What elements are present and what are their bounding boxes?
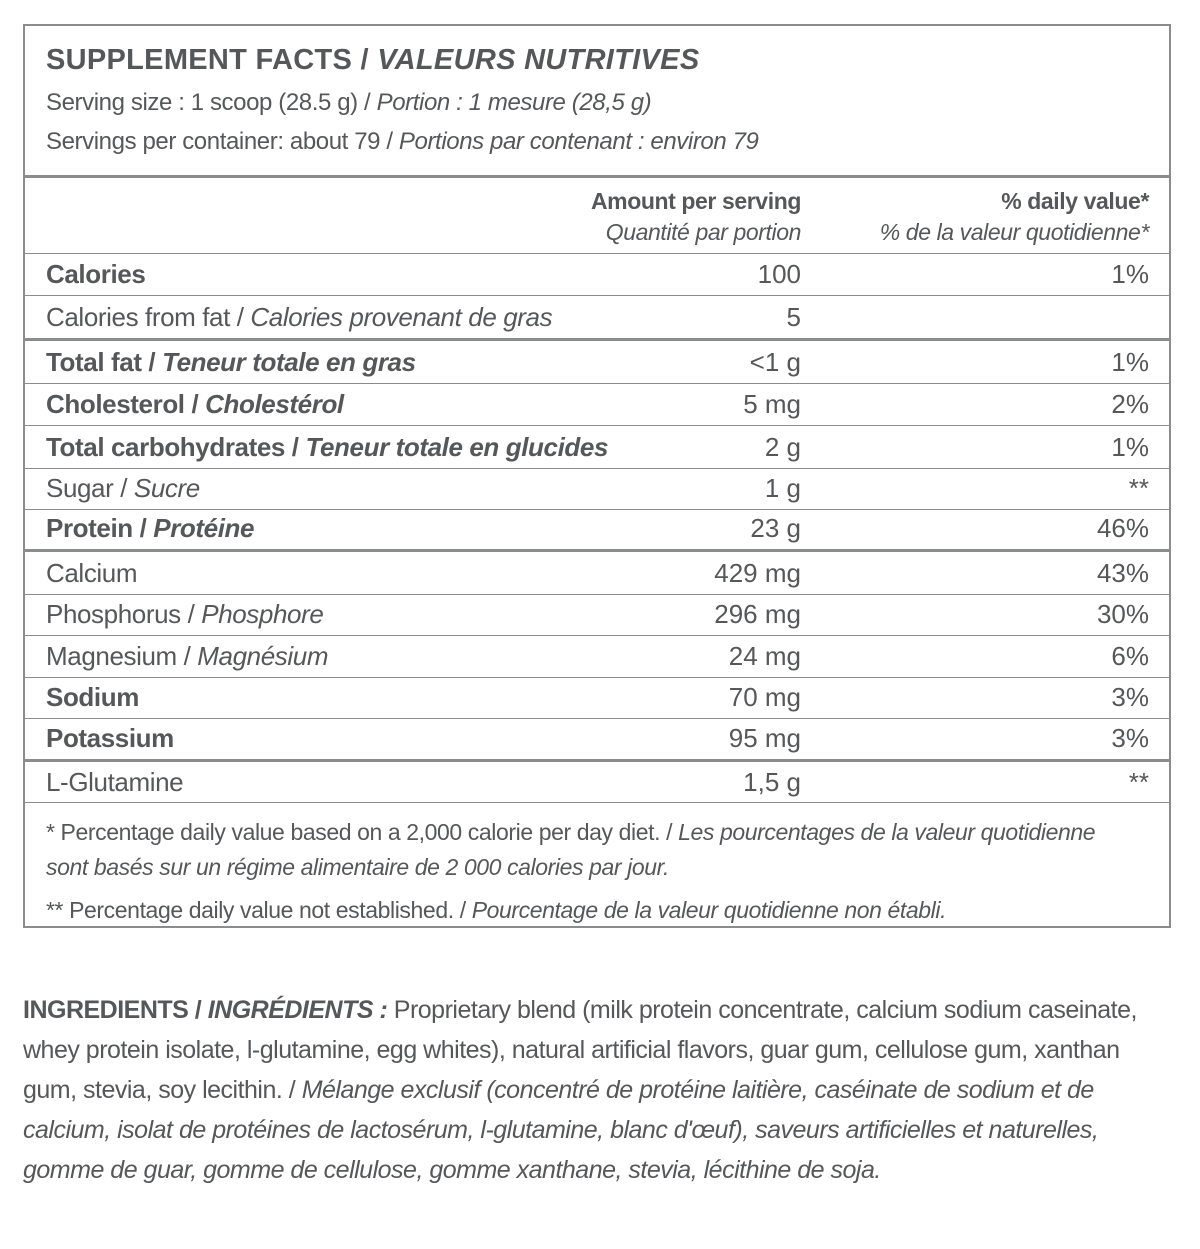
- nutrient-label: Magnesium / Magnésium: [46, 641, 329, 671]
- nutrient-amount: 5 mg: [743, 389, 801, 419]
- nutrient-label: Calories: [46, 259, 146, 289]
- nutrient-amount: 70 mg: [728, 682, 801, 712]
- column-headers: [25, 178, 1169, 254]
- nutrient-daily-value: 6%: [1111, 641, 1149, 671]
- nutrient-row-calories-from-fat: [25, 296, 1169, 341]
- nutrient-daily-value: 3%: [1111, 723, 1149, 753]
- nutrient-label: Potassium: [46, 723, 174, 753]
- nutrient-amount: 2 g: [764, 432, 801, 462]
- facts-title: SUPPLEMENT FACTS / VALEURS NUTRITIVES: [46, 44, 700, 76]
- nutrient-amount: 24 mg: [728, 641, 801, 671]
- nutrient-amount: 1 g: [764, 473, 801, 503]
- nutrient-label: Sugar / Sucre: [46, 473, 200, 503]
- nutrient-row-l-glutamine: [25, 762, 1169, 803]
- nutrient-daily-value: 3%: [1111, 682, 1149, 712]
- nutrient-row-sodium: [25, 678, 1169, 719]
- nutrient-amount: 23 g: [750, 513, 801, 543]
- nutrient-daily-value: 1%: [1111, 259, 1149, 289]
- nutrient-label: Calories from fat / Calories provenant de gras: [46, 302, 553, 332]
- nutrient-row-total-fat: [25, 341, 1169, 384]
- nutrient-daily-value: **: [1128, 767, 1149, 797]
- footnotes: [25, 802, 1169, 928]
- nutrient-row-potassium: [25, 719, 1169, 762]
- nutrient-row-cholesterol: [25, 384, 1169, 426]
- ingredients-text-fr: Mélange exclusif (concentré de protéine laitière, caséinate de sodium et de calcium, isolat de protéines de lactosérum, l-glutamine, blanc d'œuf), saveurs artificielles et naturelles, gomme de guar, gomme de cellulose, gomme xanthane, stevia, lécithine de soja.: [23, 1076, 1099, 1184]
- daily-value-header: % daily value* % de la valeur quotidienne*: [879, 188, 1149, 245]
- nutrient-amount: 296 mg: [714, 599, 801, 629]
- nutrient-row-calcium: [25, 552, 1169, 595]
- footnote-not-established: ** Percentage daily value not established. / Pourcentage de la valeur quotidienne non établi.: [46, 897, 947, 923]
- nutrient-amount: 100: [757, 259, 801, 289]
- ingredients-label: INGREDIENTS /: [23, 996, 202, 1024]
- nutrient-daily-value: 2%: [1111, 389, 1149, 419]
- supplement-facts-panel: [23, 24, 1171, 928]
- nutrient-rows: [25, 254, 1169, 803]
- ingredients-label-fr: INGRÉDIENTS :: [207, 996, 388, 1024]
- facts-header: [25, 26, 1169, 178]
- nutrient-row-magnesium: [25, 636, 1169, 678]
- nutrient-daily-value: **: [1128, 473, 1149, 503]
- nutrient-daily-value: 30%: [1096, 599, 1149, 629]
- ingredients-text-en: Proprietary blend (milk protein concentrate, calcium sodium caseinate, whey protein isolate, l-glutamine, egg whites), natural artificial flavors, guar gum, cellulose gum, xanthan gum, stevia, soy lecithin. /: [23, 996, 1137, 1104]
- footnote-daily-value: * Percentage daily value based on a 2,000 calorie per day diet. / Les pourcentages de la valeur quotidienne sont basés sur un régime alimentaire de 2 000 calories par jour.: [46, 819, 1096, 880]
- nutrient-row-protein: [25, 510, 1169, 552]
- serving-size: Serving size : 1 scoop (28.5 g) / Portion : 1 mesure (28,5 g): [46, 89, 652, 116]
- nutrient-label: Phosphorus / Phosphore: [46, 599, 324, 629]
- nutrient-row-phosphorus: [25, 595, 1169, 636]
- amount-per-serving-header: Amount per serving Quantité par portion: [590, 188, 801, 245]
- nutrient-amount: 5: [786, 302, 801, 332]
- nutrient-amount: <1 g: [749, 347, 801, 377]
- nutrient-label: Protein / Protéine: [46, 513, 255, 543]
- nutrient-daily-value: 1%: [1111, 347, 1149, 377]
- nutrient-label: Total carbohydrates / Teneur totale en glucides: [46, 432, 609, 462]
- servings-per-container: Servings per container: about 79 / Portions par contenant : environ 79: [46, 128, 759, 155]
- nutrient-label: Sodium: [46, 682, 139, 712]
- nutrient-label: L-Glutamine: [46, 767, 184, 797]
- nutrient-row-total-carbohydrates: [25, 426, 1169, 469]
- nutrient-amount: 1,5 g: [743, 767, 801, 797]
- nutrient-amount: 429 mg: [714, 558, 801, 588]
- nutrient-daily-value: 1%: [1111, 432, 1149, 462]
- nutrient-label: Cholesterol / Cholestérol: [46, 389, 344, 419]
- nutrient-amount: 95 mg: [728, 723, 801, 753]
- ingredients-paragraph: [23, 990, 1173, 1190]
- nutrient-daily-value: 46%: [1096, 513, 1149, 543]
- nutrient-label: Total fat / Teneur totale en gras: [46, 347, 416, 377]
- nutrient-label: Calcium: [46, 558, 138, 588]
- nutrient-row-calories: [25, 254, 1169, 296]
- nutrient-row-sugar: [25, 469, 1169, 510]
- nutrient-daily-value: 43%: [1096, 558, 1149, 588]
